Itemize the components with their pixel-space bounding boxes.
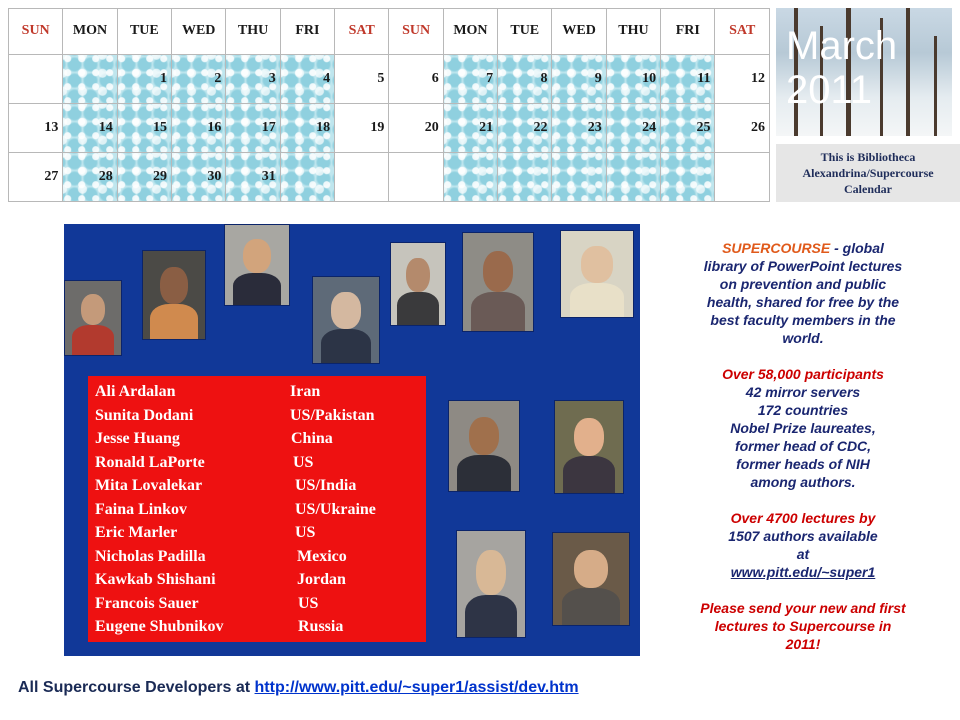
stats-line: among authors. bbox=[750, 474, 856, 490]
day-cell: 30 bbox=[172, 152, 226, 201]
day-header: SAT bbox=[335, 9, 389, 55]
developer-photo bbox=[142, 250, 206, 340]
developer-country: US bbox=[298, 594, 319, 612]
day-cell bbox=[63, 54, 117, 103]
developer-photo bbox=[552, 532, 630, 626]
developer-country: China bbox=[291, 430, 333, 447]
developer-country: Iran bbox=[290, 383, 321, 400]
lectures-paragraph bbox=[700, 509, 906, 581]
brand-name: SUPERCOURSE bbox=[722, 240, 831, 256]
day-cell: 11 bbox=[661, 54, 715, 103]
day-cell: 5 bbox=[335, 54, 389, 103]
day-cell: 7 bbox=[443, 54, 497, 103]
day-cell: 2 bbox=[172, 54, 226, 103]
footer bbox=[18, 679, 579, 697]
developers-list bbox=[88, 376, 426, 642]
developer-name: Faina Linkov bbox=[95, 500, 188, 518]
developer-photo bbox=[462, 232, 534, 332]
developer-photo bbox=[224, 224, 290, 306]
day-header: TUE bbox=[117, 9, 171, 55]
day-header: TUE bbox=[498, 9, 552, 55]
day-cell: 14 bbox=[63, 103, 117, 152]
developer-name: Eugene Shubnikov bbox=[95, 618, 224, 635]
snowy-forest-picture bbox=[776, 8, 952, 136]
day-cell bbox=[335, 152, 389, 201]
day-cell: 22 bbox=[498, 103, 552, 152]
day-cell: 23 bbox=[552, 103, 606, 152]
day-cell: 16 bbox=[172, 103, 226, 152]
day-cell: 4 bbox=[280, 54, 334, 103]
day-cell: 10 bbox=[606, 54, 660, 103]
day-header: MON bbox=[443, 9, 497, 55]
developer-photo bbox=[554, 400, 624, 494]
calendar-week bbox=[9, 152, 770, 201]
day-header: FRI bbox=[661, 9, 715, 55]
developer-country: US/India bbox=[295, 477, 357, 494]
day-cell: 9 bbox=[552, 54, 606, 103]
stats-line: 172 countries bbox=[757, 402, 849, 418]
day-cell: 17 bbox=[226, 103, 280, 152]
caption-line: Calendar bbox=[844, 182, 892, 196]
developers-panel bbox=[64, 224, 640, 656]
day-cell bbox=[389, 152, 443, 201]
supercourse-info bbox=[700, 239, 906, 671]
day-cell: 26 bbox=[715, 103, 770, 152]
developer-name: Nicholas Padilla bbox=[95, 547, 206, 565]
developer-name: Francois Sauer bbox=[95, 594, 199, 612]
intro-paragraph bbox=[700, 239, 906, 347]
day-header: SUN bbox=[389, 9, 443, 55]
developers-link[interactable]: http://www.pitt.edu/~super1/assist/dev.htm bbox=[254, 679, 579, 696]
day-cell: 31 bbox=[226, 152, 280, 201]
closing-paragraph: Please send your new and first lectures to Supercourse in 2011! bbox=[700, 600, 906, 652]
day-header: THU bbox=[606, 9, 660, 55]
developer-name: Jesse Huang bbox=[95, 430, 180, 447]
developer-photo bbox=[64, 280, 122, 356]
day-cell: 3 bbox=[226, 54, 280, 103]
stats-line: former heads of NIH bbox=[736, 456, 870, 472]
day-cell: 1 bbox=[117, 54, 171, 103]
day-cell bbox=[552, 152, 606, 201]
day-cell: 24 bbox=[606, 103, 660, 152]
day-cell bbox=[606, 152, 660, 201]
caption-line: This is Bibliotheca bbox=[820, 150, 916, 164]
lectures-text: 1507 authors available bbox=[728, 528, 878, 544]
day-cell: 28 bbox=[63, 152, 117, 201]
day-cell bbox=[498, 152, 552, 201]
day-cell: 18 bbox=[280, 103, 334, 152]
day-header: SAT bbox=[715, 9, 770, 55]
stats-line: 42 mirror servers bbox=[745, 384, 861, 400]
developer-name: Mita Lovalekar bbox=[95, 477, 203, 494]
lectures-text: at bbox=[796, 546, 810, 562]
day-cell: 27 bbox=[9, 152, 63, 201]
day-cell bbox=[661, 152, 715, 201]
caption-line: Alexandrina/Supercourse bbox=[802, 166, 934, 180]
developer-photo bbox=[448, 400, 520, 492]
day-header: WED bbox=[172, 9, 226, 55]
year: 2011 bbox=[786, 68, 873, 112]
developer-photo bbox=[312, 276, 380, 364]
lectures-text: Over 4700 lectures by bbox=[730, 510, 876, 526]
stats-line: Nobel Prize laureates, bbox=[730, 420, 876, 436]
developer-country: US bbox=[295, 524, 316, 541]
day-cell bbox=[280, 152, 334, 201]
developer-country: US bbox=[293, 453, 314, 471]
day-cell: 8 bbox=[498, 54, 552, 103]
calendar-week bbox=[9, 54, 770, 103]
month-title bbox=[786, 24, 897, 112]
developer-name: Sunita Dodani bbox=[95, 406, 194, 424]
day-cell: 12 bbox=[715, 54, 770, 103]
calendar-grid bbox=[8, 8, 770, 202]
intro-text: - global library of PowerPoint lectures on prevention and public health, shared for free by the best faculty members in the world. bbox=[703, 240, 903, 346]
day-cell bbox=[715, 152, 770, 201]
day-cell: 21 bbox=[443, 103, 497, 152]
day-header: FRI bbox=[280, 9, 334, 55]
developer-name: Ronald LaPorte bbox=[95, 453, 205, 471]
day-cell: 6 bbox=[389, 54, 443, 103]
developer-photo bbox=[390, 242, 446, 326]
developer-country: Mexico bbox=[297, 547, 347, 565]
footer-text: All Supercourse Developers at bbox=[18, 679, 255, 696]
calendar-caption bbox=[776, 144, 960, 202]
day-header: WED bbox=[552, 9, 606, 55]
day-cell: 13 bbox=[9, 103, 63, 152]
supercourse-link[interactable]: www.pitt.edu/~super1 bbox=[730, 564, 876, 580]
developer-name: Kawkab Shishani bbox=[95, 571, 216, 588]
developer-country: US/Pakistan bbox=[290, 406, 375, 424]
month-name: March bbox=[786, 24, 898, 68]
day-header: MON bbox=[63, 9, 117, 55]
developer-name: Eric Marler bbox=[95, 524, 178, 541]
stats-paragraph bbox=[700, 365, 906, 491]
participants-text: Over 58,000 participants bbox=[722, 366, 884, 382]
developer-photo bbox=[560, 230, 634, 318]
calendar-week bbox=[9, 103, 770, 152]
stats-line: former head of CDC, bbox=[734, 438, 872, 454]
day-cell: 29 bbox=[117, 152, 171, 201]
developer-photo bbox=[456, 530, 526, 638]
day-cell: 25 bbox=[661, 103, 715, 152]
day-cell bbox=[9, 54, 63, 103]
day-header: SUN bbox=[9, 9, 63, 55]
day-cell bbox=[443, 152, 497, 201]
day-cell: 20 bbox=[389, 103, 443, 152]
day-header: THU bbox=[226, 9, 280, 55]
day-cell: 15 bbox=[117, 103, 171, 152]
developer-country: US/Ukraine bbox=[295, 500, 376, 518]
developer-name: Ali Ardalan bbox=[95, 383, 176, 400]
developer-country: Russia bbox=[298, 618, 344, 635]
developer-country: Jordan bbox=[297, 571, 346, 588]
day-cell: 19 bbox=[335, 103, 389, 152]
